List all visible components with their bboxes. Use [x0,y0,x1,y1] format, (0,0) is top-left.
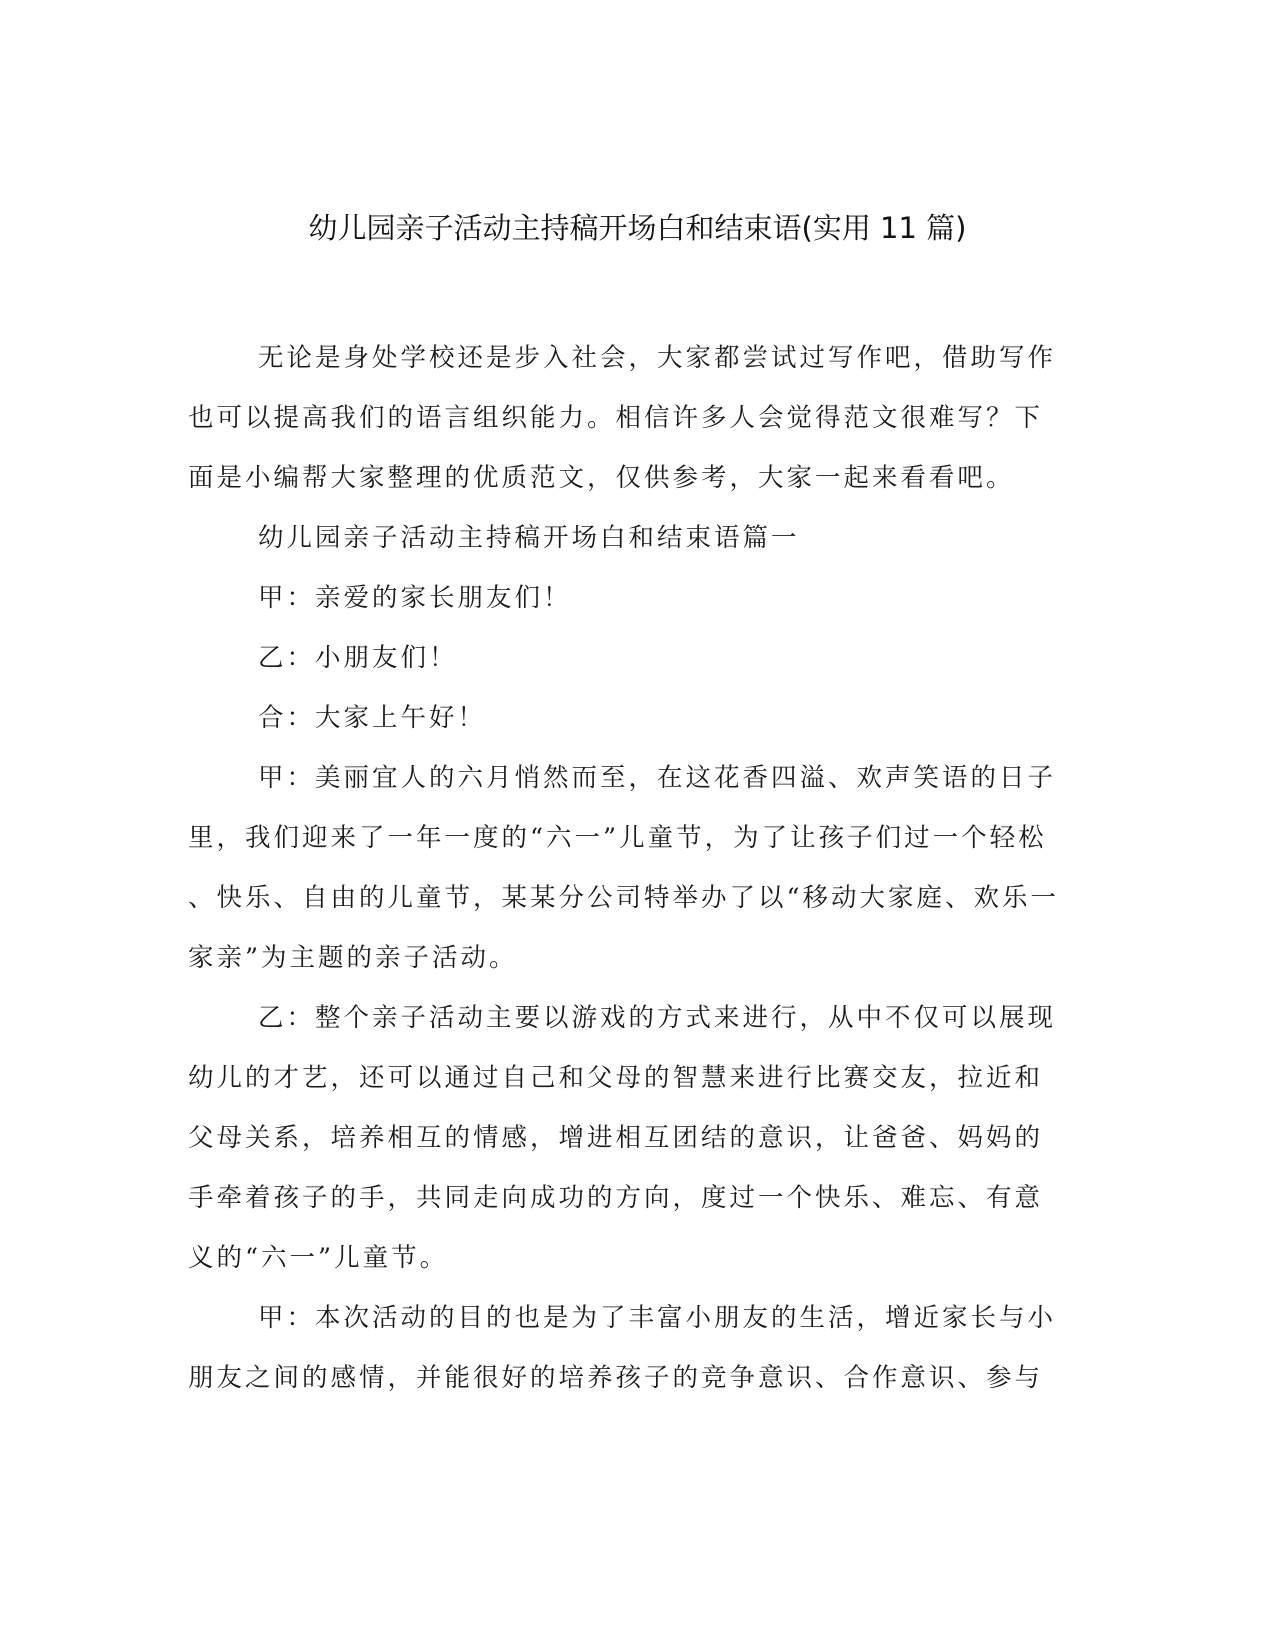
section-heading [188,508,1068,568]
text-line: 甲：本次活动的目的也是为了丰富小朋友的生活，增近家长与小 [258,1303,1057,1333]
dialogue-paragraph [188,988,1068,1288]
dialogue-line [188,688,1068,748]
dialogue-line [188,628,1068,688]
text-line: 父母关系，培养相互的情感，增进相互团结的意识，让爸爸、妈妈的 [188,1123,1044,1153]
document-body [188,328,1068,1408]
text-line: 合：大家上午好！ [258,703,487,733]
text-line: 甲：亲爱的家长朋友们！ [258,583,572,613]
document-title: 幼儿园亲子活动主持稿开场白和结束语(实用 11 篇) [308,211,967,245]
text-line: 义的“六一”儿童节。 [188,1243,449,1273]
paragraph-intro [188,328,1068,508]
text-line: 乙：整个亲子活动主要以游戏的方式来进行，从中不仅可以展现 [258,1003,1057,1033]
text-line: 也可以提高我们的语言组织能力。相信许多人会觉得范文很难写？下 [188,403,1044,433]
dialogue-paragraph [188,1288,1068,1408]
text-line: 、快乐、自由的儿童节，某某分公司特举办了以“移动大家庭、欢乐一 [188,883,1060,913]
text-line: 里，我们迎来了一年一度的“六一”儿童节，为了让孩子们过一个轻松 [188,823,1047,853]
text-line: 乙：小朋友们！ [258,643,458,673]
text-line: 朋友之间的感情，并能很好的培养孩子的竞争意识、合作意识、参与 [188,1363,1044,1393]
dialogue-line [188,568,1068,628]
text-line: 面是小编帮大家整理的优质范文，仅供参考，大家一起来看看吧。 [188,463,1015,493]
dialogue-paragraph [188,748,1068,988]
text-line: 幼儿园亲子活动主持稿开场白和结束语篇一 [258,523,800,553]
text-line: 甲：美丽宜人的六月悄然而至，在这花香四溢、欢声笑语的日子 [258,763,1057,793]
text-line: 手牵着孩子的手，共同走向成功的方向，度过一个快乐、难忘、有意 [188,1183,1044,1213]
text-line: 无论是身处学校还是步入社会，大家都尝试过写作吧，借助写作 [258,343,1057,373]
text-line: 幼儿的才艺，还可以通过自己和父母的智慧来进行比赛交友，拉近和 [188,1063,1044,1093]
text-line: 家亲”为主题的亲子活动。 [188,943,518,973]
